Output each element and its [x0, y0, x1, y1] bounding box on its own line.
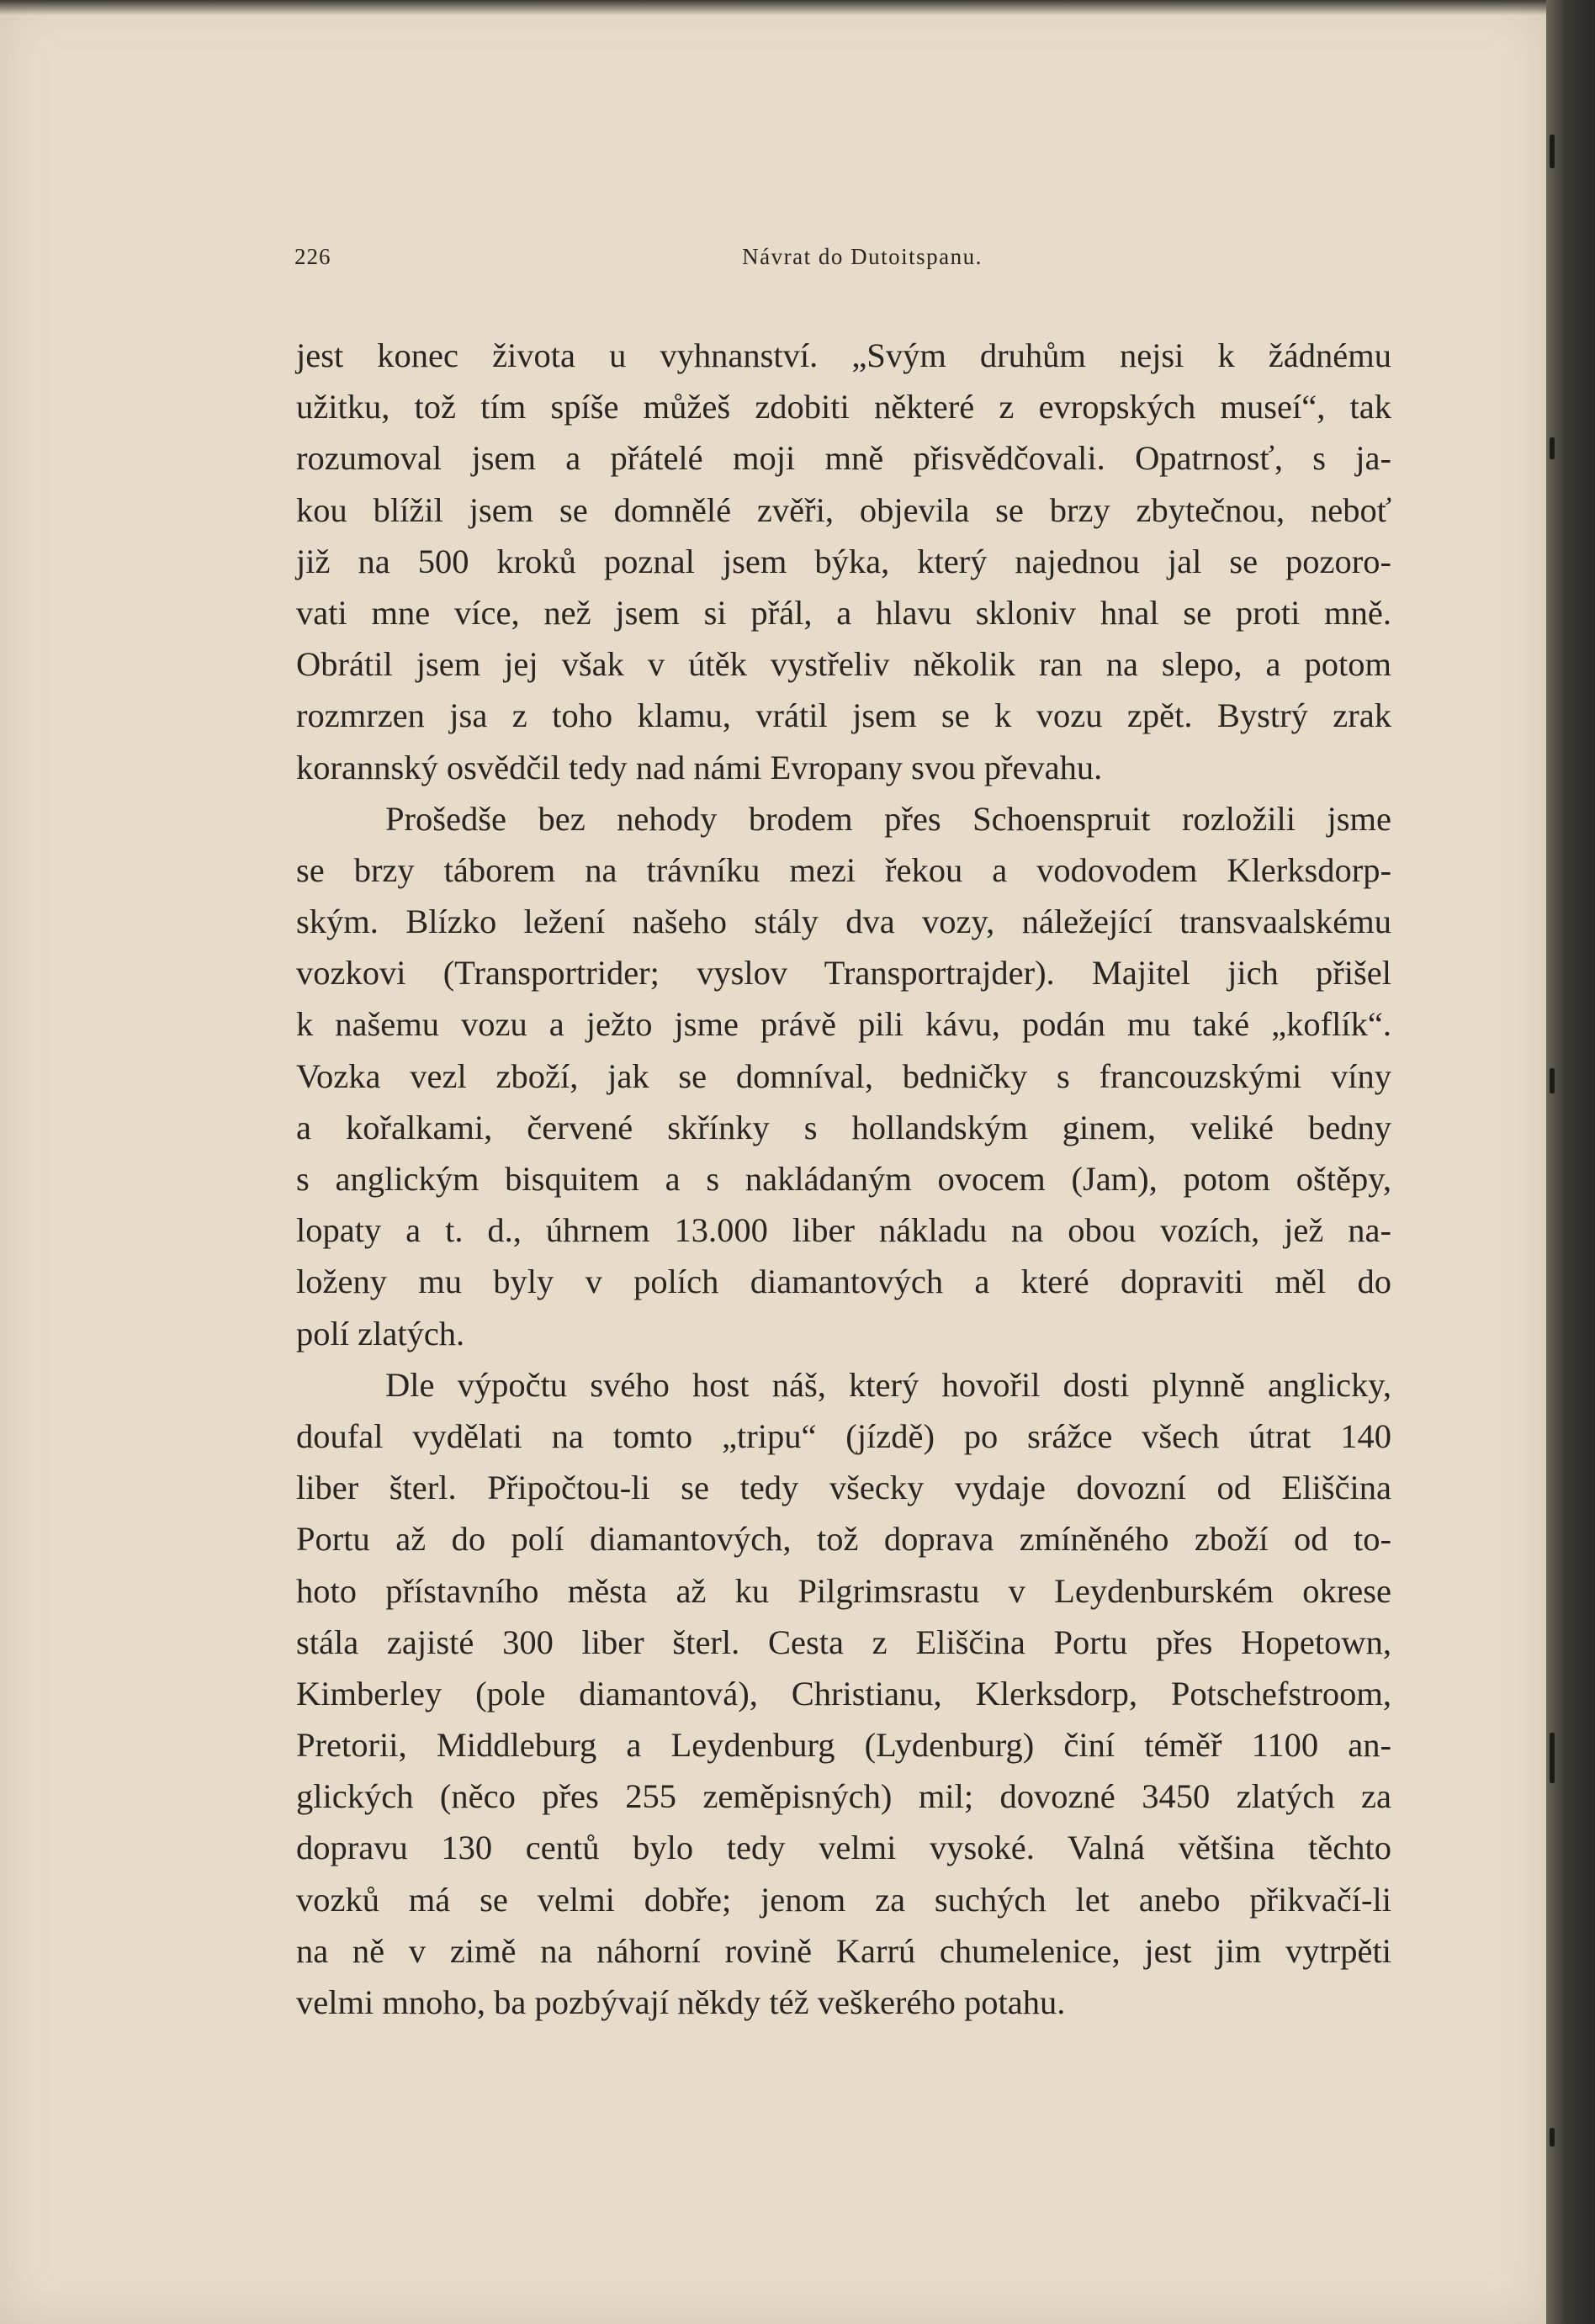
text-line: jest konec života u vyhnanství. „Svým druhům nejsi k žádnému [296, 336, 1391, 374]
text-line: doufal vydělati na tomto „tripu“ (jízdě) po srážce všech útrat 140 [296, 1416, 1391, 1455]
text-line: loženy mu byly v polích diamantových a které dopraviti měl do [296, 1263, 1391, 1301]
text-line: korannský osvědčil tedy nad námi Evropany svou převahu. [296, 748, 1103, 786]
paragraph [296, 1359, 1391, 2028]
text-line: hoto přístavního města až ku Pilgrimsrastu v Leydenburském okrese [296, 1571, 1391, 1610]
text-line: se brzy táborem na trávníku mezi řekou a vodovodem Klerksdorp- [296, 850, 1391, 889]
text-line: vozkovi (Transportrider; vyslov Transportrajder). Majitel jich přišel [296, 954, 1391, 993]
text-line: Dle výpočtu svého host náš, který hovořil dosti plynně anglicky, [385, 1365, 1391, 1404]
page-edge [1546, 0, 1595, 2324]
text-line: Prošedše bez nehody brodem přes Schoenspruit rozložili jsme [385, 799, 1391, 838]
text-line: Portu až do polí diamantových, tož doprava zmíněného zboží od to- [296, 1520, 1391, 1559]
text-line: Kimberley (pole diamantová), Christianu, Klerksdorp, Potschefstroom, [296, 1674, 1391, 1713]
text-line: k našemu vozu a ježto jsme právě pili kávu, podán mu také „koflík“. [296, 1005, 1391, 1044]
text-line: ským. Blízko ležení našeho stály dva vozy, náležející transvaalskému [296, 903, 1391, 941]
body-text [296, 330, 1391, 2028]
edge-mark [1550, 1733, 1555, 1783]
text-line: a kořalkami, červené skřínky s hollandským ginem, veliké bedny [296, 1108, 1391, 1146]
paragraph [296, 793, 1391, 1359]
text-line: glických (něco přes 255 zeměpisných) mil; dovozné 3450 zlatých za [296, 1777, 1391, 1816]
text-line: na ně v zimě na náhorní rovině Karrú chumelenice, jest jim vytrpěti [296, 1931, 1391, 1970]
text-line: rozmrzen jsa z toho klamu, vrátil jsem se k vozu zpět. Bystrý zrak [296, 696, 1391, 735]
text-line: užitku, tož tím spíše můžeš zdobiti některé z evropských museí“, tak [296, 388, 1391, 426]
paragraph [296, 330, 1391, 793]
page-number: 226 [294, 244, 331, 269]
edge-mark [1550, 1068, 1555, 1093]
running-head [294, 244, 1396, 278]
edge-mark [1550, 437, 1555, 459]
text-line: vozků má se velmi dobře; jenom za suchých let anebo přikvačí-li [296, 1880, 1391, 1919]
text-line: dopravu 130 centů bylo tedy velmi vysoké. Valná většina těchto [296, 1829, 1391, 1867]
text-line: kou blížil jsem se domnělé zvěři, objevila se brzy zbytečnou, neboť [296, 490, 1391, 529]
running-title: Návrat do Dutoitspanu. [742, 244, 983, 269]
text-line: lopaty a t. d., úhrnem 13.000 liber nákladu na obou vozích, jež na- [296, 1211, 1391, 1250]
text-line: Obrátil jsem jej však v útěk vystřeliv několik ran na slepo, a potom [296, 645, 1391, 684]
text-line: Vozka vezl zboží, jak se domníval, bedničky s francouzskými víny [296, 1056, 1391, 1095]
text-line: s anglickým bisquitem a s nakládaným ovocem (Jam), potom oštěpy, [296, 1160, 1391, 1198]
text-line: Pretorii, Middleburg a Leydenburg (Lydenburg) činí téměř 1100 an- [296, 1726, 1391, 1765]
edge-mark [1550, 2128, 1555, 2147]
text-line: rozumoval jsem a přátelé moji mně přisvědčovali. Opatrnosť, s ja- [296, 439, 1391, 478]
text-line: již na 500 kroků poznal jsem býka, který najednou jal se pozoro- [296, 542, 1391, 580]
edge-mark [1550, 135, 1555, 168]
text-line: vati mne více, než jsem si přál, a hlavu skloniv hnal se proti mně. [296, 593, 1391, 632]
text-line: liber šterl. Připočtou-li se tedy všecky vydaje dovozní od Eliščina [296, 1469, 1391, 1507]
text-line: polí zlatých. [296, 1314, 465, 1353]
text-line: stála zajisté 300 liber šterl. Cesta z Eliščina Portu přes Hopetown, [296, 1623, 1391, 1661]
text-line: velmi mnoho, ba pozbývají někdy též veškerého potahu. [296, 1983, 1066, 2021]
